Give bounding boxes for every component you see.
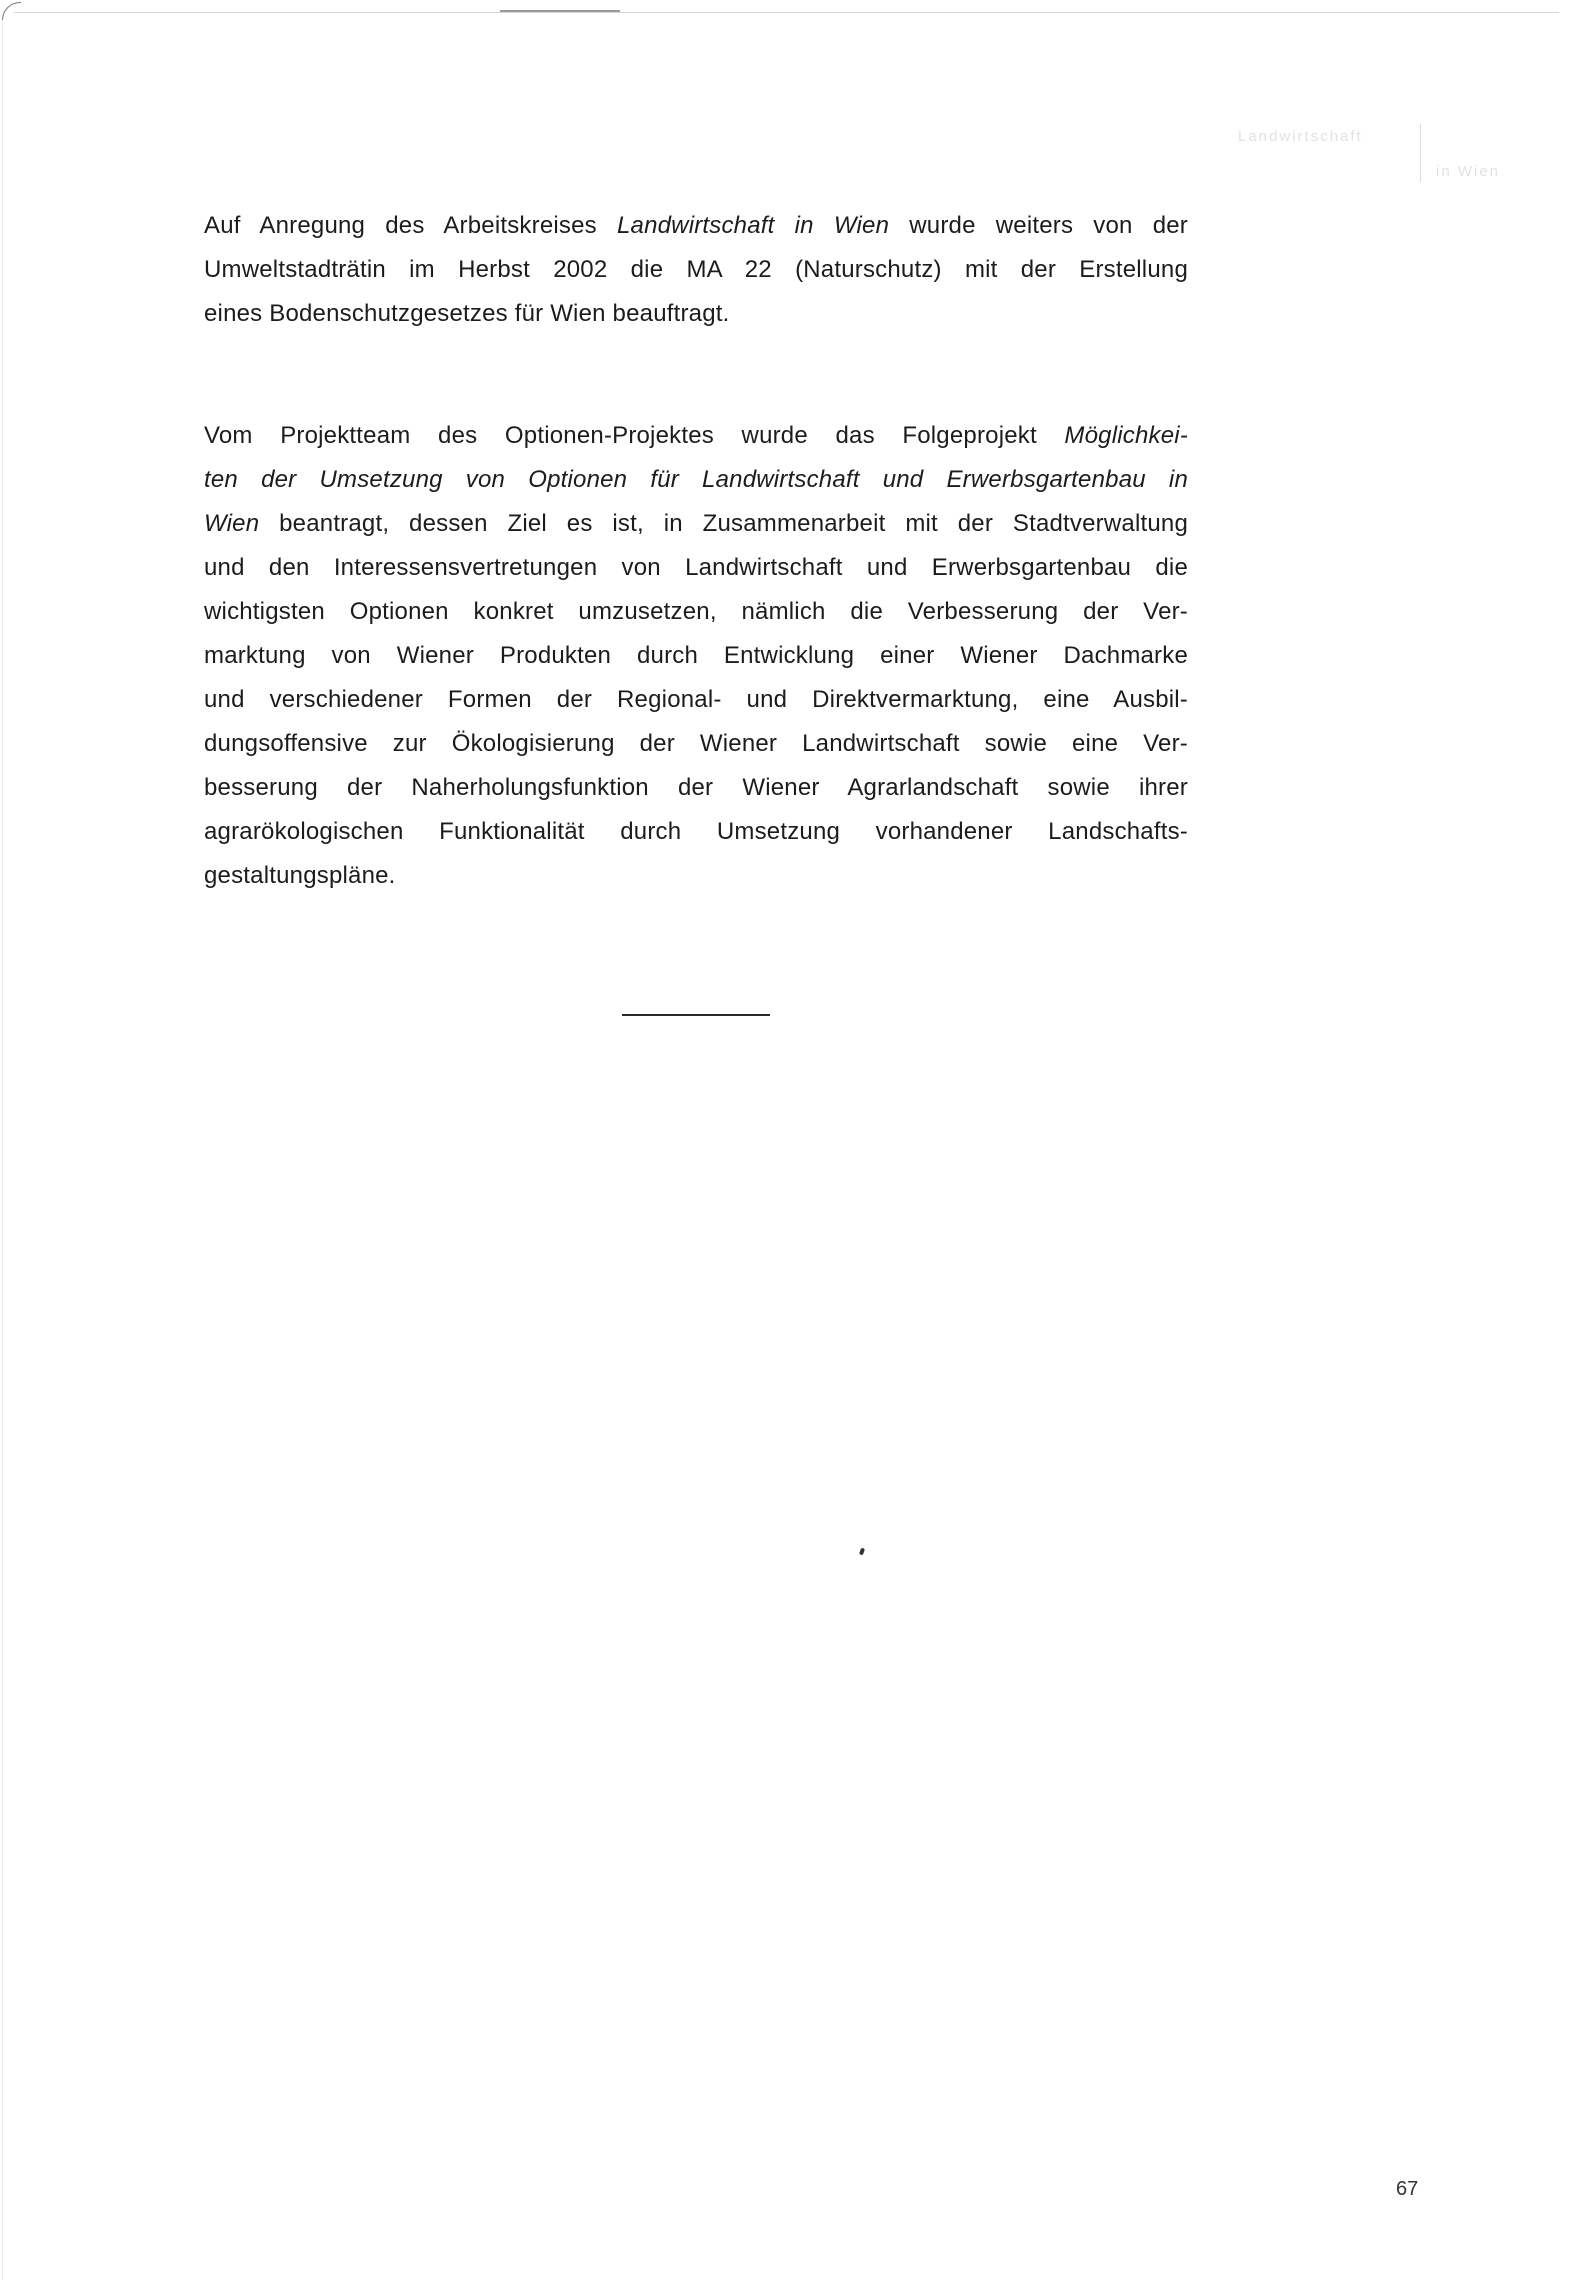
paragraph-line: und den Interessensvertretungen von Landwirtschaft und Erwerbsgartenbau die bbox=[204, 554, 1188, 581]
paragraph-folgeprojekt bbox=[204, 414, 1188, 898]
paragraph-line: Wien beantragt, dessen Ziel es ist, in Zusammenarbeit mit der Stadtverwaltung bbox=[204, 510, 1188, 537]
paragraph-line: wichtigsten Optionen konkret umzusetzen, nämlich die Verbesserung der Ver- bbox=[204, 598, 1188, 625]
paragraph-line: agrarökologischen Funktionalität durch Umsetzung vorhandener Landschafts- bbox=[204, 818, 1188, 845]
paragraph-bodenschutz bbox=[204, 204, 1188, 336]
paragraph-line: ten der Umsetzung von Optionen für Landwirtschaft und Erwerbsgartenbau in bbox=[204, 466, 1188, 493]
page-top-edge bbox=[14, 12, 1559, 13]
paragraph-line: gestaltungspläne. bbox=[204, 862, 396, 889]
running-header-line2: in Wien bbox=[1436, 163, 1501, 180]
paragraph-line: Umweltstadträtin im Herbst 2002 die MA 22 (Naturschutz) mit der Erstellung bbox=[204, 256, 1188, 283]
section-end-rule bbox=[622, 1014, 770, 1016]
paragraph-line: marktung von Wiener Produkten durch Entwicklung einer Wiener Dachmarke bbox=[204, 642, 1188, 669]
paragraph-line: Vom Projektteam des Optionen-Projektes wurde das Folgeprojekt Möglichkei- bbox=[204, 422, 1188, 449]
running-header-divider bbox=[1420, 124, 1421, 182]
paragraph-line: eines Bodenschutzgesetzes für Wien beauftragt. bbox=[204, 300, 730, 327]
page-left-edge bbox=[2, 20, 3, 2280]
scan-speck bbox=[859, 1548, 865, 1556]
paragraph-line: besserung der Naherholungsfunktion der Wiener Agrarlandschaft sowie ihrer bbox=[204, 774, 1188, 801]
paragraph-line: Auf Anregung des Arbeitskreises Landwirtschaft in Wien wurde weiters von der bbox=[204, 212, 1188, 239]
paragraph-line: und verschiedener Formen der Regional- und Direktvermarktung, eine Ausbil- bbox=[204, 686, 1188, 713]
page-top-edge-shadow bbox=[500, 10, 620, 12]
paragraph-line: dungsoffensive zur Ökologisierung der Wiener Landwirtschaft sowie eine Ver- bbox=[204, 730, 1188, 757]
page-number: 67 bbox=[1396, 2178, 1419, 2200]
running-header-line1: Landwirtschaft bbox=[1238, 128, 1363, 145]
